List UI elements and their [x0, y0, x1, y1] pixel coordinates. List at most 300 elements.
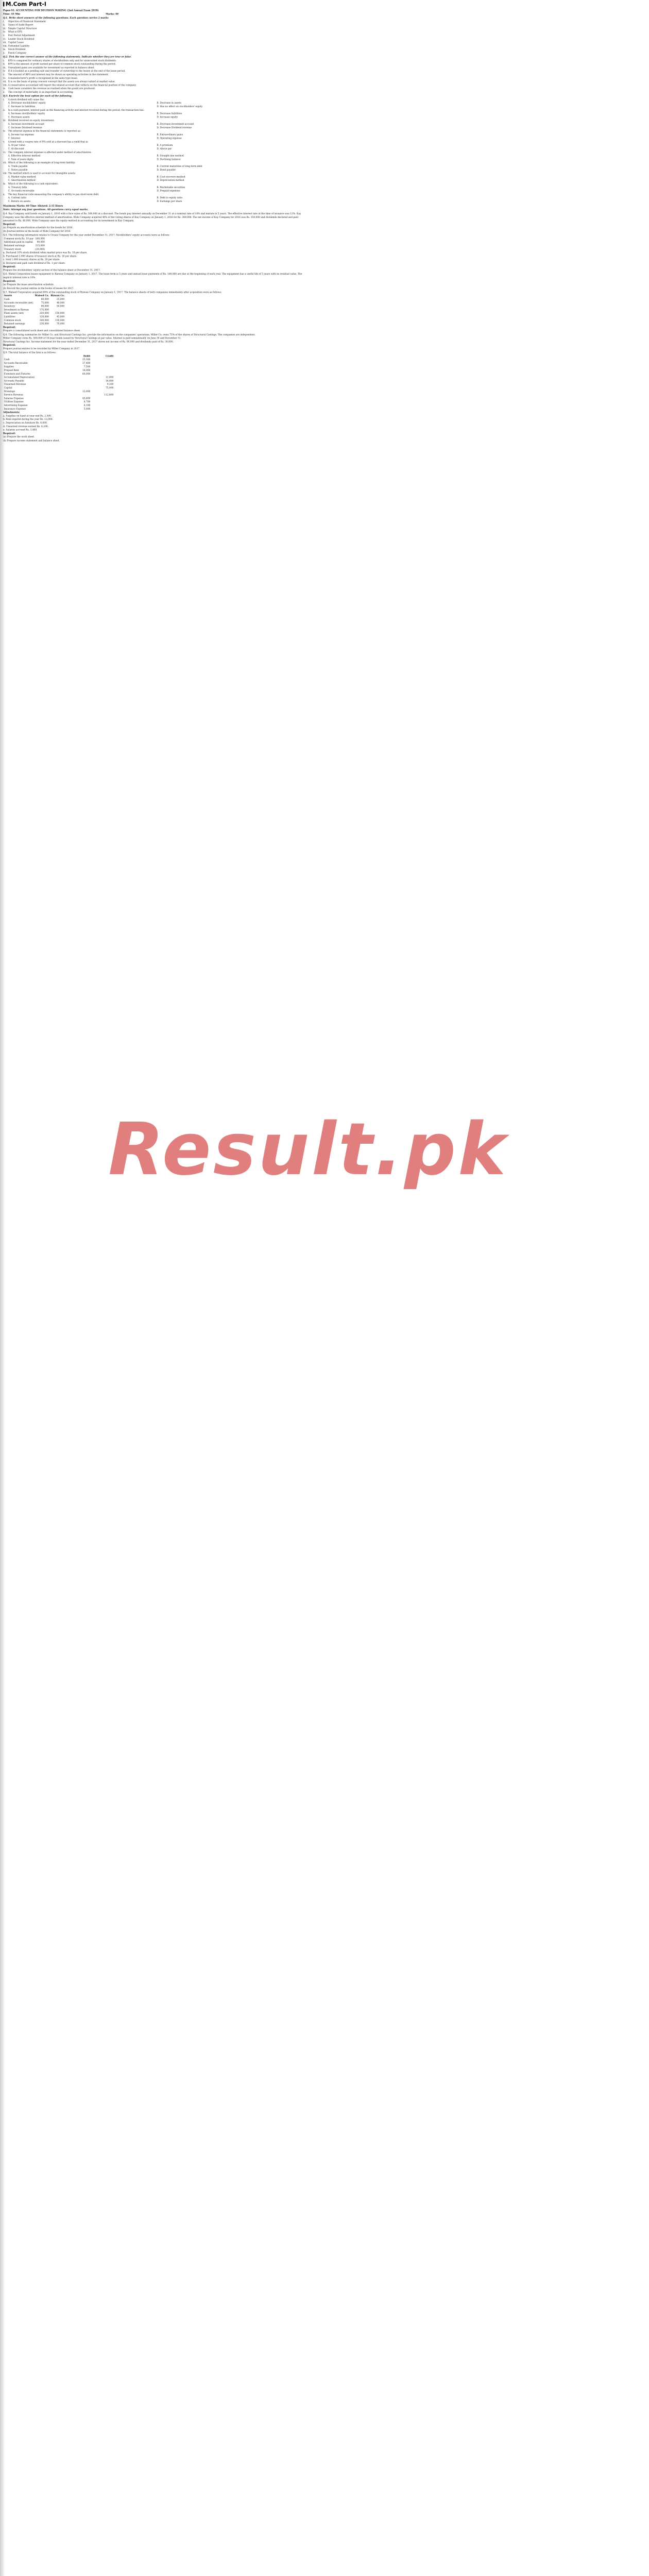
short-question-text: Leader Stock Dividend: [8, 37, 35, 41]
mcq-option: C. Decrease assets: [8, 115, 30, 118]
mcq-option: A. Trade payable: [8, 164, 28, 168]
column-header: Credit: [106, 354, 114, 358]
title-text: M.Com Part-I: [5, 1, 46, 8]
mcq-option: B. Decrease in assets: [157, 101, 182, 105]
column-header: Debit: [83, 354, 91, 358]
question-6-required-list: [3, 283, 304, 290]
trial-balance-table: [3, 354, 114, 411]
row-value: 150,000: [55, 312, 65, 315]
short-question-number: ii.: [3, 23, 6, 26]
short-question-text: Unfunded Liability: [8, 44, 30, 47]
row-value: 45,000: [56, 315, 65, 318]
short-question-number: vi.: [3, 37, 6, 41]
mcq-option: C. Return on assets: [8, 200, 31, 203]
table-row: [3, 311, 65, 315]
row-value: [91, 403, 114, 407]
question-6-text: Q.6. Wahid Corporation leases equipment to Rizwan Company on January 1, 2017. The lease term is 5 years and annual lease payments of Rs. 100,000 are due at the beginning of each year. The equipment has a useful life of 5 years with no residual value. The implicit interest rate is 10%.: [3, 273, 302, 279]
true-false-statement-number: iii.: [3, 66, 6, 69]
exam-session: (2nd Annual Exam 2018): [67, 9, 99, 12]
table-row: [3, 308, 65, 312]
mcq-option: A. Effective interest method: [8, 154, 41, 157]
mcq-options: [3, 133, 304, 140]
mcq-number: i.: [3, 98, 5, 101]
row-label: Liabilities: [4, 315, 15, 318]
row-value: [71, 376, 91, 379]
short-question-number: v.: [3, 34, 5, 37]
short-question-number: i.: [3, 20, 5, 23]
question-8-part-1: Miller Company owns Rs. 500,000 of 10-year bonds issued by Structural Castings at par value. Interest is paid semiannually on June 30 and December 31.: [3, 336, 181, 340]
mcq-option: C. Increase Dividend revenue: [8, 126, 42, 129]
table-row: [3, 318, 65, 322]
row-label: Additional paid in capital: [4, 241, 33, 244]
mcq-options: [3, 154, 304, 161]
question-9: [3, 351, 304, 442]
row-label: Common stock: [4, 318, 21, 321]
row-value: [91, 397, 114, 400]
row-label: Plant assets (net): [4, 312, 24, 315]
mcq-number: viii.: [3, 172, 8, 175]
row-value: 37,400: [82, 362, 91, 365]
row-value: 60,000: [41, 297, 49, 301]
mcq-option: C. Notes payable: [8, 168, 28, 171]
row-label: Retained earnings: [4, 244, 25, 247]
true-false-statement: [3, 90, 304, 94]
true-false-statement-number: ix.: [3, 87, 6, 90]
table-row: [3, 379, 114, 382]
row-value: 230,000: [39, 322, 49, 325]
question-1-intro: Q.1. Write short answers of the following questions. Each question carries 2 marks: [3, 16, 109, 20]
column-header: Assets: [4, 294, 12, 297]
mcq-item: [3, 129, 304, 133]
row-value: 90,000: [41, 304, 49, 308]
true-false-statement-text: If it is booked as a pending sale and transfer of ownership to the lessee at the end of the lease period.: [8, 70, 126, 73]
mcq-option: D. Above par: [157, 147, 172, 150]
row-value: 500,000: [35, 237, 45, 240]
true-false-statement: [3, 69, 304, 73]
column-header: [3, 354, 71, 358]
mcq-options: [3, 122, 304, 129]
mcq-option: A. Decrease stockholders' equity: [8, 101, 46, 105]
adjustment-item: c. Depreciation on furniture Rs. 6,000.: [3, 421, 48, 425]
row-value: 300,000: [39, 318, 49, 321]
short-question-text: Post Period Adjustment: [8, 34, 35, 37]
question-4-required-list: [3, 226, 304, 233]
time-allowed: Time: 45 Min: [3, 12, 20, 15]
mcq-number: ii.: [3, 108, 6, 112]
question-6: [3, 273, 304, 290]
event-item: b. Purchased 2,000 shares of treasury stock at Rs. 16 per share.: [3, 255, 77, 258]
required-item: (b) Prepare income statement and balance sheet.: [3, 439, 60, 442]
short-question-number: ix.: [3, 48, 6, 51]
table-row: [3, 393, 114, 397]
mcq-option: A. Market value method: [8, 175, 36, 178]
true-false-statement-number: viii.: [3, 83, 8, 87]
question-9-text: Q.9. The trial balance of the firm is as follows:: [3, 351, 57, 354]
true-false-statement-number: vii.: [3, 80, 7, 83]
row-value: 40,000: [56, 301, 65, 304]
row-label: Drawings: [4, 389, 15, 393]
row-label: Prepaid Rent: [4, 368, 19, 372]
row-value: [71, 386, 91, 389]
table-row: [3, 376, 114, 379]
mcq-item: [3, 161, 304, 164]
table-row: [3, 365, 114, 368]
mcq-option: A. Treasury bills: [8, 185, 27, 189]
question-5: [3, 233, 304, 272]
short-question: [3, 23, 304, 27]
true-false-statement-number: i.: [3, 59, 5, 62]
true-false-statement: [3, 65, 304, 69]
short-question-text: Simple Capital Structure: [8, 27, 37, 30]
table-row: [3, 397, 114, 400]
row-value: 9,200: [107, 383, 114, 386]
mcq-option: A. Increase stockholders' equity: [8, 112, 45, 115]
mcq-item: [3, 98, 304, 101]
true-false-statement-number: vi.: [3, 76, 6, 79]
row-value: 120,000: [39, 315, 49, 318]
short-question: [3, 30, 304, 33]
mcq-option: A. At par value: [8, 144, 25, 147]
table-row: [3, 361, 114, 365]
required-item: (a) Prepare the lease amortization schedule.: [3, 283, 55, 286]
row-label: Advertising Expense: [4, 404, 28, 407]
row-label: Unearned Revenue: [4, 383, 26, 386]
question-7-text: Q.7. Waleed Corporation acquired 80% of the outstanding stock of Rizwan Company on January 1, 2017. The balance sheets of both companies immediately after acquisition were as follows:: [3, 291, 222, 294]
mcq-option: B. Cost recovery method: [157, 175, 185, 178]
question-9-required-label: Required:: [3, 432, 16, 435]
mcq-text: A stock dividend will cause the:: [8, 98, 45, 101]
mcq-options: [3, 112, 304, 119]
mcq-text: The method which is used to account for intangible assets:: [8, 172, 76, 175]
short-question-text: Pason Company: [8, 52, 27, 55]
mcq-option: D. Operating expense: [157, 137, 182, 140]
true-false-statement: [3, 76, 304, 80]
exam-title: [3, 0, 304, 9]
short-question: [3, 37, 304, 41]
event-item: d. Declared and paid cash dividend of Rs. 1 per share.: [3, 262, 66, 265]
true-false-statement: [3, 87, 304, 90]
mcq-option: D. Depreciation method: [157, 179, 184, 182]
row-value: 12,000: [106, 376, 114, 379]
question-8: [3, 333, 304, 350]
mcq-number: iv.: [3, 129, 6, 132]
row-label: Service Revenue: [4, 393, 23, 396]
mcq-option: D. Increase equity: [157, 115, 178, 118]
question-2-list: [3, 59, 304, 94]
mcq-option: D. Prepaid expenses: [157, 189, 180, 192]
question-7-required-label: Required:: [3, 326, 16, 329]
true-false-statement-number: ii.: [3, 62, 6, 65]
mcq-option: A. Increase investment account: [8, 123, 44, 126]
true-false-statement-number: iv.: [3, 70, 6, 73]
table-row: [3, 322, 65, 326]
row-label: Accounts Receivable: [4, 362, 28, 365]
true-false-statement-text: It is on the basis of going concern concept that the assets are always valued at market value.: [8, 80, 115, 83]
short-question-text: Stock Dividend: [8, 48, 26, 51]
mcq-number: vi.: [3, 150, 6, 154]
short-question: [3, 51, 304, 55]
mcq-option: D. Decrease Dividend revenue: [157, 126, 192, 129]
mcq-options: [3, 196, 304, 204]
mcq-number: x.: [3, 193, 5, 196]
row-value: [71, 393, 91, 397]
row-label: Utilities Expense: [4, 400, 24, 403]
row-label: Inventory: [4, 304, 15, 308]
table-row: [3, 382, 114, 386]
table-row: [3, 315, 65, 318]
row-value: [91, 358, 114, 362]
true-false-statement-number: v.: [3, 73, 5, 76]
table-row: [3, 368, 114, 372]
question-4-required-label: Required:: [3, 223, 16, 226]
question-3-intro: Q.3. Encircle the best option for each of the following.: [3, 94, 73, 97]
question-8-part-2: Structural Castings Inc. Income statement for the year ended December 31, 2017 shows net income of Rs. 80,000 and dividends paid of Rs. 30,000.: [3, 340, 174, 343]
row-value: 45,600: [82, 397, 91, 400]
subjective-marks-time: Maximum Marks: 60 Time Allowed: 2:15 Hours: [3, 205, 63, 208]
true-false-statement-text: A conservative accountant will report the related account that reflects on the financial position of the company.: [8, 83, 136, 87]
subjective-note: Note: Attempt any four questions. All questions carry equal marks.: [3, 208, 89, 211]
paper-name: Paper-VI: ACCOUNTING FOR DECISION MAKING: [3, 9, 66, 12]
mcq-option: A. Income tax expense: [8, 133, 34, 136]
row-value: 50,000: [56, 304, 65, 308]
mcq-options: [3, 175, 304, 182]
true-false-statement-text: Unrealized gains are available for investment as reported in balance sheet.: [8, 66, 95, 69]
watermark-logo: Result.pk: [108, 1108, 508, 1192]
table-row: [3, 372, 114, 376]
mcq-option: B. Decrease investment account: [157, 123, 194, 126]
mcq-number: iii.: [3, 119, 6, 122]
mcq-option: C. Accounts receivable: [8, 189, 35, 192]
row-value: 6,100: [83, 404, 91, 407]
column-header: Rizwan Co.: [50, 294, 65, 297]
short-question-number: iv.: [3, 30, 6, 33]
true-false-statement: [3, 80, 304, 83]
row-value: 75,000: [41, 301, 49, 304]
table-row: [3, 407, 114, 411]
mcq-option: D. Earnings per share: [157, 200, 182, 203]
mcq-option: D. Has no effect on stockholders' equity: [157, 105, 203, 108]
row-label: Cash: [4, 358, 10, 361]
row-label: Investment in Rizwan: [4, 308, 29, 311]
row-label: Cash: [4, 297, 10, 301]
true-false-statement-text: EPS is the amount of profit earned per share of common stock outstanding during the period.: [8, 62, 116, 65]
mcq-option: C. Sum of years digits: [8, 158, 33, 161]
question-5-required-label: Required:: [3, 265, 16, 268]
question-5-events: [3, 251, 304, 265]
question-4-text: Q.4. Kay Company sold bonds on January 1, 2016 with a face value of Rs. 500,000 at a discount. The bonds pay interest annually on December 31 at a nominal rate of 10% and mature in 5 years. The effective interest rate at the time of issuance was 12%. Kay Company uses the effective interest method of amortization. Wide Company acquired 40% of the voting shares of Kay Company on January 1, 2016 for Rs. 300,000. The net income of Kay Company for 2016 was Rs. 150,000 and dividends declared and paid amounted to Rs. 40,000. Wide Company uses the equity method in accounting for its investment in Kay Company.: [3, 212, 301, 222]
adjustment-item: d. Unearned revenue earned Rs. 4,200.: [3, 425, 48, 428]
question-1: [3, 16, 304, 55]
question-3-list: [3, 98, 304, 204]
question-8-required-label: Required:: [3, 344, 16, 347]
row-value: 215,000: [35, 244, 45, 247]
row-value: [91, 365, 114, 368]
row-label: Common stock Rs. 10 par: [4, 237, 33, 240]
mcq-option: B. Straight-line method: [157, 154, 184, 157]
row-label: Accounts receivable (net): [4, 301, 33, 304]
mcq-option: C. Interest: [8, 137, 21, 140]
short-question-text: Objective of Financial Statement: [8, 20, 46, 23]
row-value: [91, 389, 114, 393]
row-value: 250,000: [39, 312, 49, 315]
subjective-part: [3, 205, 304, 212]
mcq-text: In a cash payment, interest paid on the financing activity and interest received during the period, the transaction has:: [8, 108, 144, 112]
mcq-text: A bond with a coupon rate of 8% sold at a discount has a yield that is:: [8, 140, 89, 143]
paper-line: [3, 9, 304, 12]
row-value: [71, 379, 91, 382]
mcq-option: D. Declining balance: [157, 158, 181, 161]
row-value: 8,700: [83, 400, 91, 403]
adjustments-list: [3, 414, 304, 432]
true-false-statement: [3, 59, 304, 62]
row-value: 5,000: [83, 407, 91, 411]
row-value: 90,000: [37, 241, 45, 244]
table-row: [3, 237, 46, 241]
mcq-option: B. Debt to equity ratio: [157, 196, 183, 199]
question-7: [3, 290, 304, 332]
mcq-option: B. Current maturities of long-term debt: [157, 164, 202, 168]
question-1-list: [3, 20, 304, 55]
short-question: [3, 20, 304, 23]
table-row: [3, 301, 65, 304]
mcq-item: [3, 140, 304, 143]
row-label: Salaries Expense: [4, 397, 24, 400]
row-value: [71, 382, 91, 386]
table-row: [3, 304, 65, 308]
true-false-statement-text: EPS is computed for ordinary shares of stockholders only and for unrecorded stock dividends.: [8, 59, 117, 62]
row-value: 150,000: [55, 318, 65, 321]
question-8-text: Q.8. The following summaries for Miller Co. and Structural Castings Inc. provide the information on the companies' operations. Miller Co. owns 75% of the shares of Structural Castings. The companies are independent.: [3, 333, 255, 336]
question-2-intro: Q.2. Tick the one correct answer of the following statements. Indicate whether they are true or false.: [3, 55, 132, 58]
mcq-item: [3, 182, 304, 185]
mcq-options: [3, 143, 304, 150]
short-question-text: What is EPS: [8, 30, 22, 33]
short-question-text: Types of Audit Report: [8, 23, 33, 26]
short-question: [3, 33, 304, 37]
row-label: Insurance Expense: [4, 407, 26, 411]
row-value: 18,000: [82, 368, 91, 372]
row-label: Treasury stock: [4, 247, 21, 250]
required-item: (b) Record the journal entries in the books of lessee for 2017.: [3, 286, 74, 290]
mcq-option: B. Decrease liabilities: [157, 112, 182, 115]
row-value: 12,000: [82, 389, 91, 393]
short-question: [3, 48, 304, 52]
row-value: 7,500: [83, 365, 91, 368]
mcq-option: A. Current ratio: [8, 196, 27, 199]
mcq-option: C. Increase in liabilities: [8, 105, 36, 108]
true-false-statement: [3, 83, 304, 87]
short-question: [3, 44, 304, 48]
table-row: [3, 386, 114, 389]
mcq-item: [3, 150, 304, 154]
mcq-text: The interest expense in the financial statements is reported as:: [8, 129, 81, 132]
short-question-number: iii.: [3, 27, 6, 30]
row-value: 16,800: [106, 379, 114, 382]
true-false-statement: [3, 62, 304, 66]
mcq-options: [3, 101, 304, 108]
row-value: 70,000: [56, 322, 65, 325]
time-marks-line: [3, 12, 118, 16]
row-label: Supplies: [4, 365, 14, 368]
mcq-text: Which of the following is an example of long-term liability:: [8, 161, 76, 164]
row-value: [91, 372, 114, 376]
adjustment-item: a. Supplies on hand at year end Rs. 2,500.: [3, 414, 52, 417]
title-mark: [3, 2, 4, 7]
true-false-statement-text: A manufacturer's profit is recognized in the sales type lease.: [8, 76, 78, 79]
required-item: (b) Journal entries in the books of Wide Company for 2016.: [3, 229, 71, 233]
mcq-number: vii.: [3, 161, 7, 164]
question-9-required-list: [3, 435, 304, 443]
mcq-item: [3, 108, 304, 112]
table-row: [3, 400, 114, 403]
row-value: [91, 400, 114, 403]
question-7-table: [3, 294, 65, 325]
question-8-required-text: Prepare journal entries to be recorded by Miller Company in 2017.: [3, 347, 80, 350]
max-marks: Marks: 40: [106, 12, 118, 15]
table-row: [3, 240, 46, 244]
exam-sheet: [3, 0, 304, 442]
short-question-number: x.: [3, 52, 5, 55]
adjustment-item: e. Salaries accrued Rs. 3,400.: [3, 428, 38, 431]
mcq-text: Dividend received on equity investment:: [8, 119, 55, 122]
table-row: [3, 358, 114, 362]
true-false-statement-text: Cash basis considers the revenue as realized when the goods are produced.: [8, 87, 96, 90]
mcq-item: [3, 119, 304, 123]
mcq-text: The key financial ratio measuring the company's ability to pay short-term debt:: [8, 193, 99, 196]
row-value: [91, 361, 114, 365]
row-value: [91, 407, 114, 411]
row-value: 25,300: [82, 358, 91, 361]
short-question-number: viii.: [3, 44, 8, 47]
table-row: [3, 247, 46, 251]
question-5-table: [3, 237, 46, 251]
table-row: [3, 297, 65, 301]
short-question-number: vii.: [3, 41, 7, 44]
required-item: (a) Prepare the work sheet.: [3, 435, 35, 438]
row-value: [50, 308, 65, 312]
row-label: Furniture and Fixtures: [4, 372, 30, 375]
row-label: Retained earnings: [4, 322, 25, 325]
true-false-statement-text: The concept of materiality is an important in accounting.: [8, 90, 74, 94]
mcq-options: [3, 185, 304, 193]
mcq-option: B. A premium: [157, 144, 173, 147]
row-value: 60,000: [82, 372, 91, 375]
true-false-statement: [3, 73, 304, 76]
row-label: Capital: [4, 386, 12, 389]
table-row: [3, 389, 114, 393]
event-item: a. Declared 10% stock dividend when market price was Rs. 18 per share.: [3, 251, 88, 254]
event-item: c. Sold 1,000 treasury shares at Rs. 20 per share.: [3, 258, 60, 261]
mcq-number: v.: [3, 140, 5, 143]
column-header: Waleed Co.: [35, 294, 49, 297]
row-value: 112,600: [104, 393, 114, 396]
short-question-text: Capital Lease: [8, 41, 24, 44]
true-false-statement-number: x.: [3, 90, 5, 94]
row-value: [91, 368, 114, 372]
row-value: (20,000): [35, 247, 45, 250]
row-value: 75,000: [106, 386, 114, 389]
row-value: 175,000: [39, 308, 49, 311]
table-row: [3, 403, 114, 407]
question-2: [3, 55, 304, 94]
question-6-required-label: Required:: [3, 279, 16, 283]
adjustment-item: b. Rent expired during the year Rs. 12,000.: [3, 418, 53, 421]
short-question: [3, 27, 304, 30]
required-item: (a) Prepare an amortization schedule for the bonds for 2016.: [3, 226, 73, 229]
adjustments-label: Adjustments:: [3, 411, 20, 414]
mcq-text: The company interest expense is affected under method of amortization:: [8, 150, 92, 154]
mcq-option: B. Extraordinary gains: [157, 133, 183, 136]
